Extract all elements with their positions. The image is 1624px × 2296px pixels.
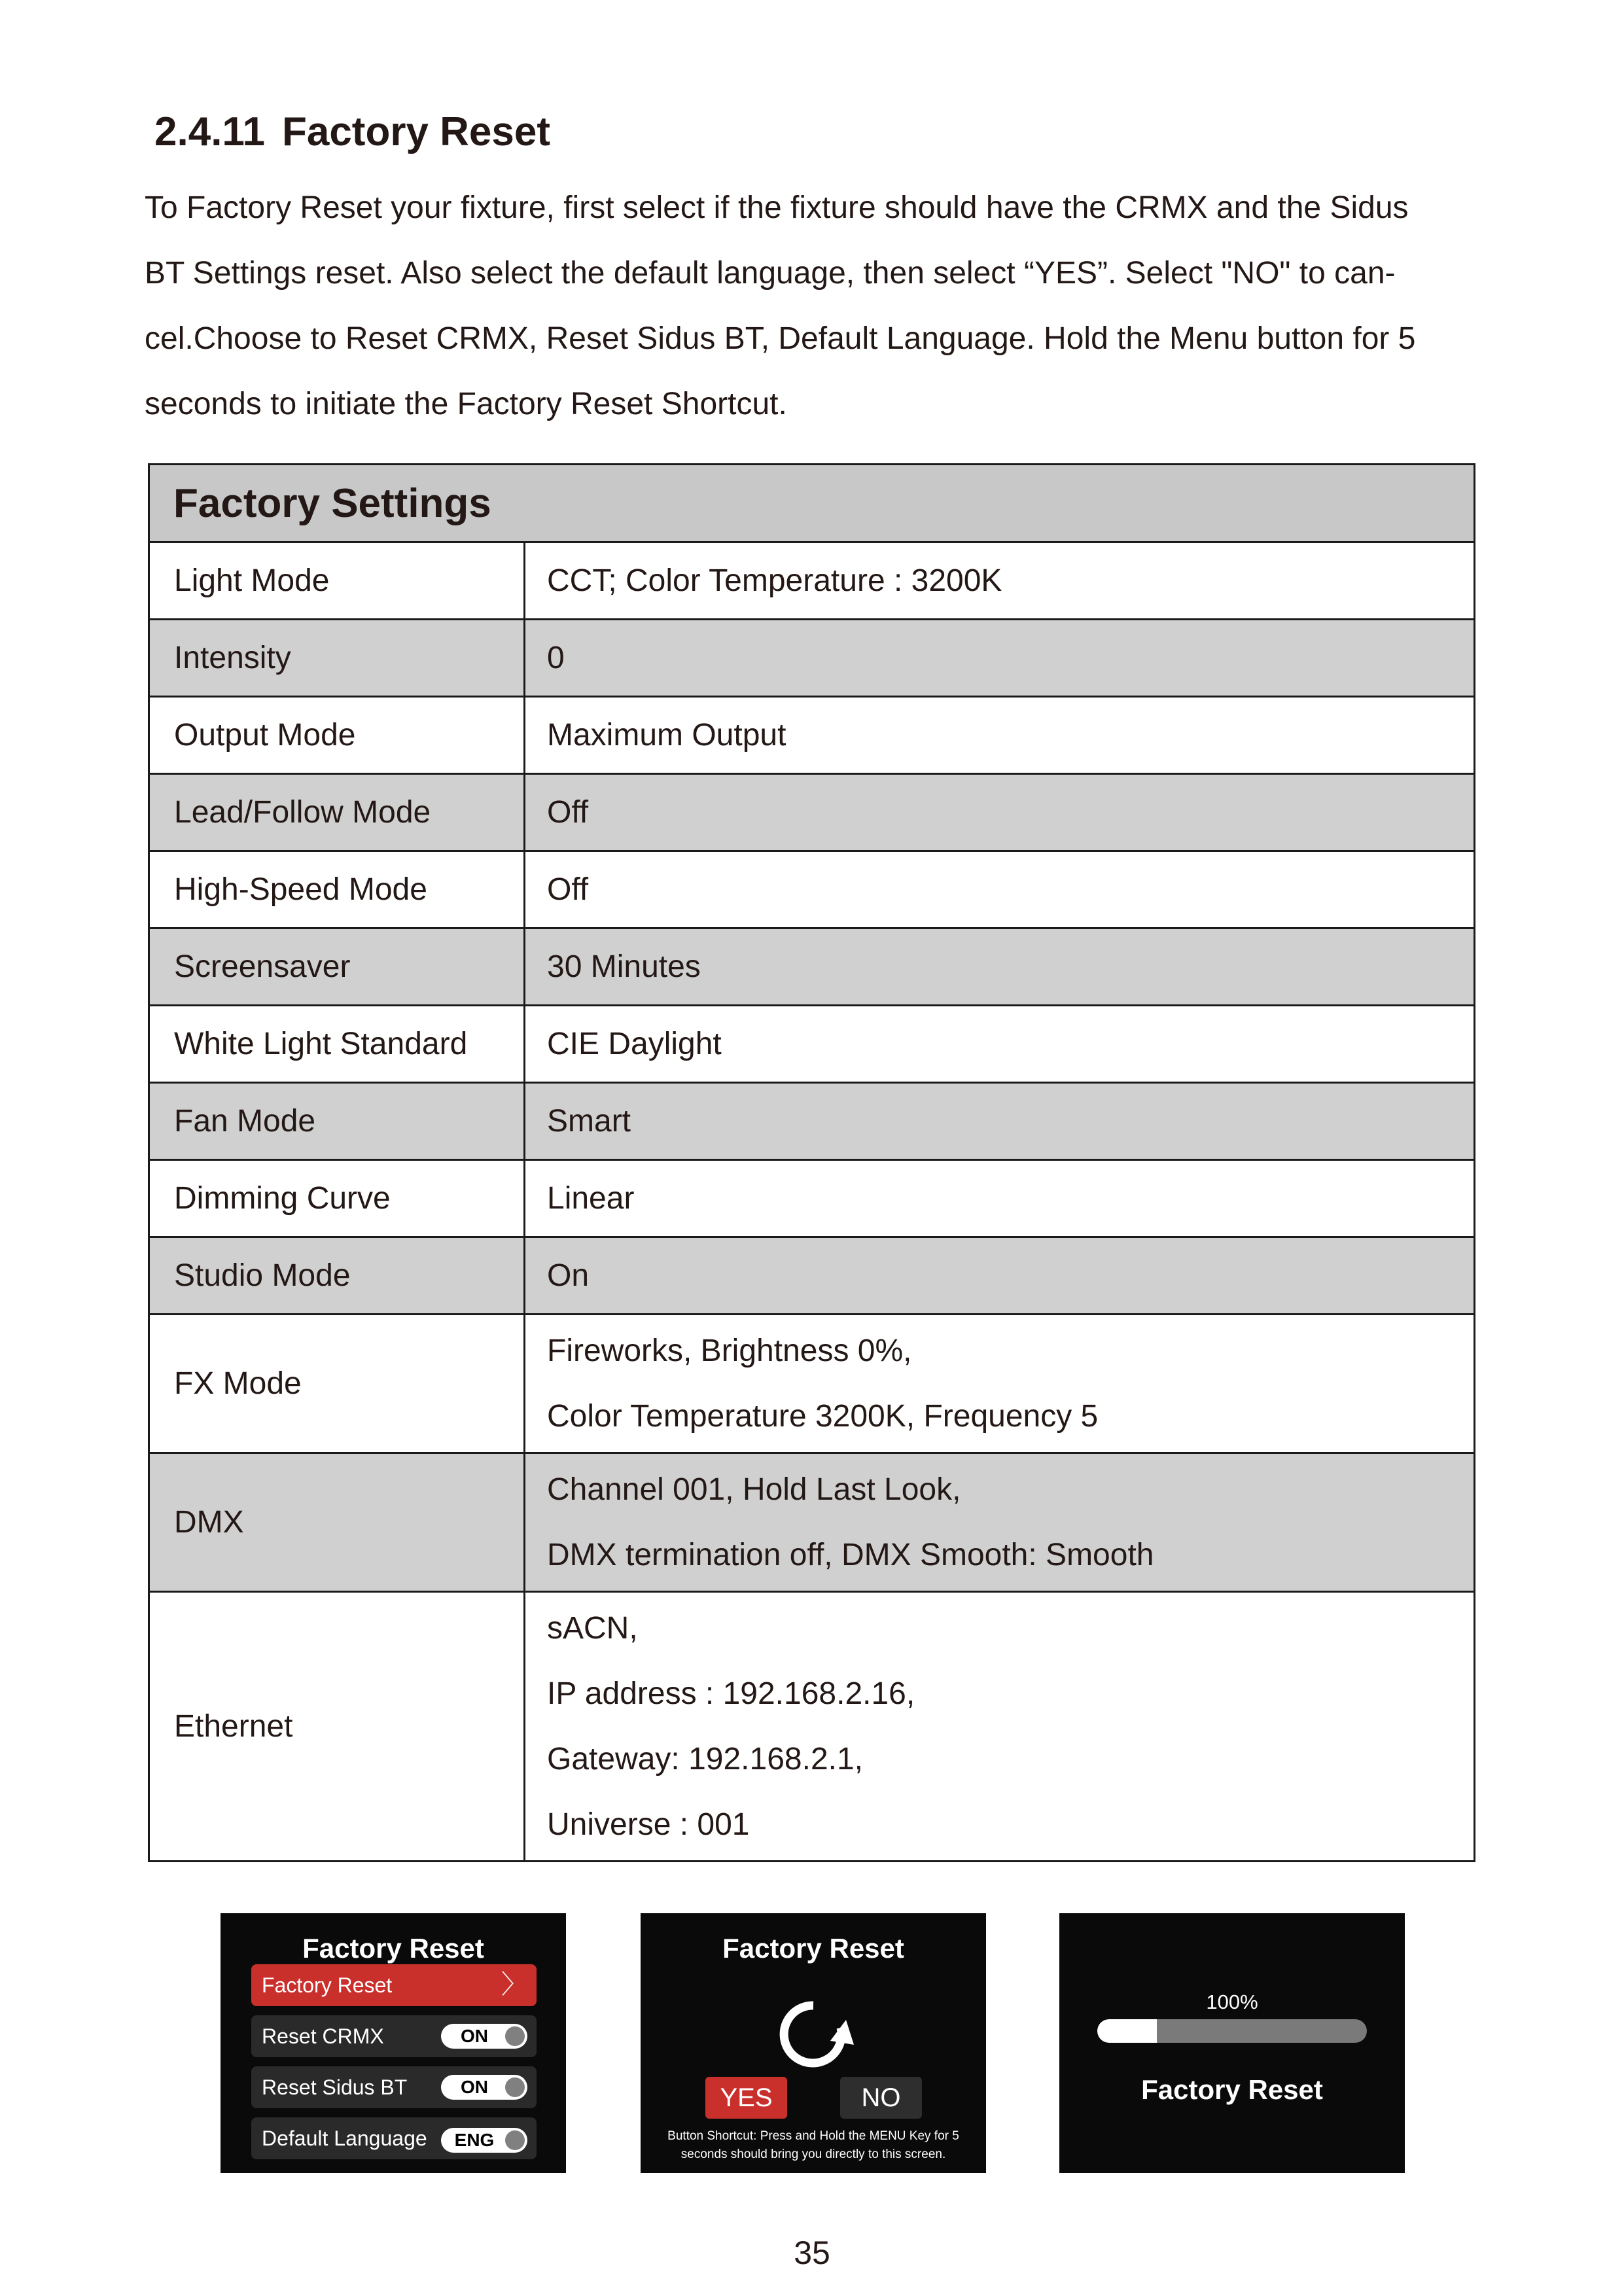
setting-value — [525, 620, 1474, 696]
menu-item-reset-sidus-bt[interactable] — [251, 2066, 537, 2108]
setting-value-line: IP address : 192.168.2.16, — [547, 1676, 915, 1711]
factory-reset-progress-screen — [1059, 1913, 1405, 2173]
setting-value — [525, 698, 1474, 773]
menu-item-label: Reset Sidus BT — [262, 2075, 408, 2099]
intro-paragraph — [145, 175, 1512, 437]
setting-value-line: Linear — [547, 1180, 635, 1216]
setting-value-line: Channel 001, Hold Last Look, — [547, 1472, 961, 1507]
setting-label: DMX — [150, 1454, 525, 1591]
setting-value-line: Off — [547, 872, 589, 907]
setting-value-line: Gateway: 192.168.2.1, — [547, 1741, 863, 1776]
setting-label: Lead/Follow Mode — [150, 775, 525, 850]
setting-label: Ethernet — [150, 1593, 525, 1860]
factory-reset-menu-screen — [221, 1913, 566, 2173]
no-button[interactable]: NO — [840, 2077, 922, 2119]
setting-label: Screensaver — [150, 929, 525, 1004]
menu-item-label: Reset CRMX — [262, 2024, 384, 2048]
factory-settings-table — [148, 463, 1475, 1862]
setting-label: Dimming Curve — [150, 1161, 525, 1236]
setting-value — [525, 543, 1474, 618]
section-heading — [154, 109, 550, 155]
table-row — [150, 618, 1474, 696]
toggle-label: ON — [461, 2026, 488, 2046]
setting-value-line: Universe : 001 — [547, 1807, 750, 1842]
progress-bar-fill — [1097, 2019, 1157, 2043]
shortcut-hint — [641, 2127, 986, 2164]
setting-label: FX Mode — [150, 1315, 525, 1452]
default-language-toggle[interactable] — [441, 2128, 527, 2153]
setting-label: Studio Mode — [150, 1238, 525, 1313]
progress-percent: 100% — [1206, 1990, 1258, 2013]
setting-label: Output Mode — [150, 698, 525, 773]
table-row — [150, 696, 1474, 773]
intro-line: cel.Choose to Reset CRMX, Reset Sidus BT, Default Language. Hold the Menu button for 5 — [145, 321, 1416, 356]
screen-title: Factory Reset — [302, 1933, 484, 1964]
setting-value-line: CCT; Color Temperature : 3200K — [547, 563, 1002, 598]
menu-item-label: Default Language — [262, 2126, 427, 2150]
toggle-label: ON — [461, 2077, 488, 2097]
table-row — [150, 541, 1474, 618]
intro-line: seconds to initiate the Factory Reset Shortcut. — [145, 387, 787, 421]
setting-value — [525, 1593, 1474, 1860]
table-row — [150, 1004, 1474, 1082]
setting-value-line: Fireworks, Brightness 0%, — [547, 1333, 912, 1368]
table-row — [150, 850, 1474, 927]
setting-label: Fan Mode — [150, 1084, 525, 1159]
setting-value — [525, 929, 1474, 1004]
reset-crmx-toggle[interactable] — [441, 2024, 527, 2049]
setting-label: Intensity — [150, 620, 525, 696]
shortcut-line: seconds should bring you directly to this screen. — [680, 2147, 946, 2161]
toggle-label: ENG — [454, 2130, 495, 2150]
reset-arrow-icon — [768, 1988, 859, 2080]
table-row — [150, 1591, 1474, 1860]
table-row — [150, 1452, 1474, 1591]
chevron-right-icon: 〉 — [501, 1970, 527, 1999]
setting-value — [525, 1454, 1474, 1591]
table-row — [150, 1313, 1474, 1452]
table-row — [150, 927, 1474, 1004]
setting-value-line: sACN, — [547, 1610, 638, 1646]
menu-item-default-language[interactable] — [251, 2117, 537, 2159]
setting-value-line: 0 — [547, 640, 565, 675]
setting-value-line: On — [547, 1258, 590, 1293]
table-row — [150, 1236, 1474, 1313]
intro-line: To Factory Reset your fixture, first select if the fixture should have the CRMX and the Sidus — [145, 190, 1409, 225]
setting-label: High-Speed Mode — [150, 852, 525, 927]
table-row — [150, 1082, 1474, 1159]
table-title: Factory Settings — [173, 480, 491, 526]
setting-value — [525, 1084, 1474, 1159]
setting-value-line: Smart — [547, 1103, 631, 1139]
screen-title: Factory Reset — [1141, 2074, 1323, 2105]
setting-value-line: CIE Daylight — [547, 1026, 722, 1061]
setting-value-line: DMX termination off, DMX Smooth: Smooth — [547, 1537, 1154, 1572]
setting-label: Light Mode — [150, 543, 525, 618]
toggle-knob — [505, 2077, 525, 2097]
toggle-knob — [505, 2026, 525, 2046]
setting-label: White Light Standard — [150, 1006, 525, 1082]
setting-value — [525, 1315, 1474, 1452]
setting-value — [525, 1161, 1474, 1236]
screen-title: Factory Reset — [722, 1933, 904, 1964]
setting-value-line: Off — [547, 794, 589, 830]
setting-value — [525, 775, 1474, 850]
section-title: Factory Reset — [281, 109, 551, 154]
setting-value-line: Maximum Output — [547, 717, 786, 752]
section-number: 2.4.11 — [154, 109, 265, 154]
toggle-knob — [505, 2130, 525, 2150]
page-number: 35 — [794, 2234, 830, 2271]
setting-value-line: Color Temperature 3200K, Frequency 5 — [547, 1398, 1099, 1434]
table-body — [150, 541, 1474, 1860]
intro-line: BT Settings reset. Also select the default language, then select “YES”. Select "NO" to can- — [145, 256, 1396, 291]
factory-reset-confirm-screen — [641, 1913, 986, 2173]
setting-value — [525, 852, 1474, 927]
setting-value — [525, 1006, 1474, 1082]
progress-bar — [1097, 2019, 1367, 2043]
table-row — [150, 773, 1474, 850]
setting-value — [525, 1238, 1474, 1313]
menu-item-label: Factory Reset — [262, 1973, 393, 1997]
menu-item-factory-reset[interactable] — [251, 1964, 537, 2006]
reset-sidus-bt-toggle[interactable] — [441, 2075, 527, 2100]
yes-button[interactable]: YES — [705, 2077, 787, 2119]
table-title-row — [150, 465, 1474, 541]
table-row — [150, 1159, 1474, 1236]
setting-value-line: 30 Minutes — [547, 949, 701, 984]
menu-item-reset-crmx[interactable] — [251, 2015, 537, 2057]
shortcut-line: Button Shortcut: Press and Hold the MENU Key for 5 — [667, 2129, 959, 2143]
